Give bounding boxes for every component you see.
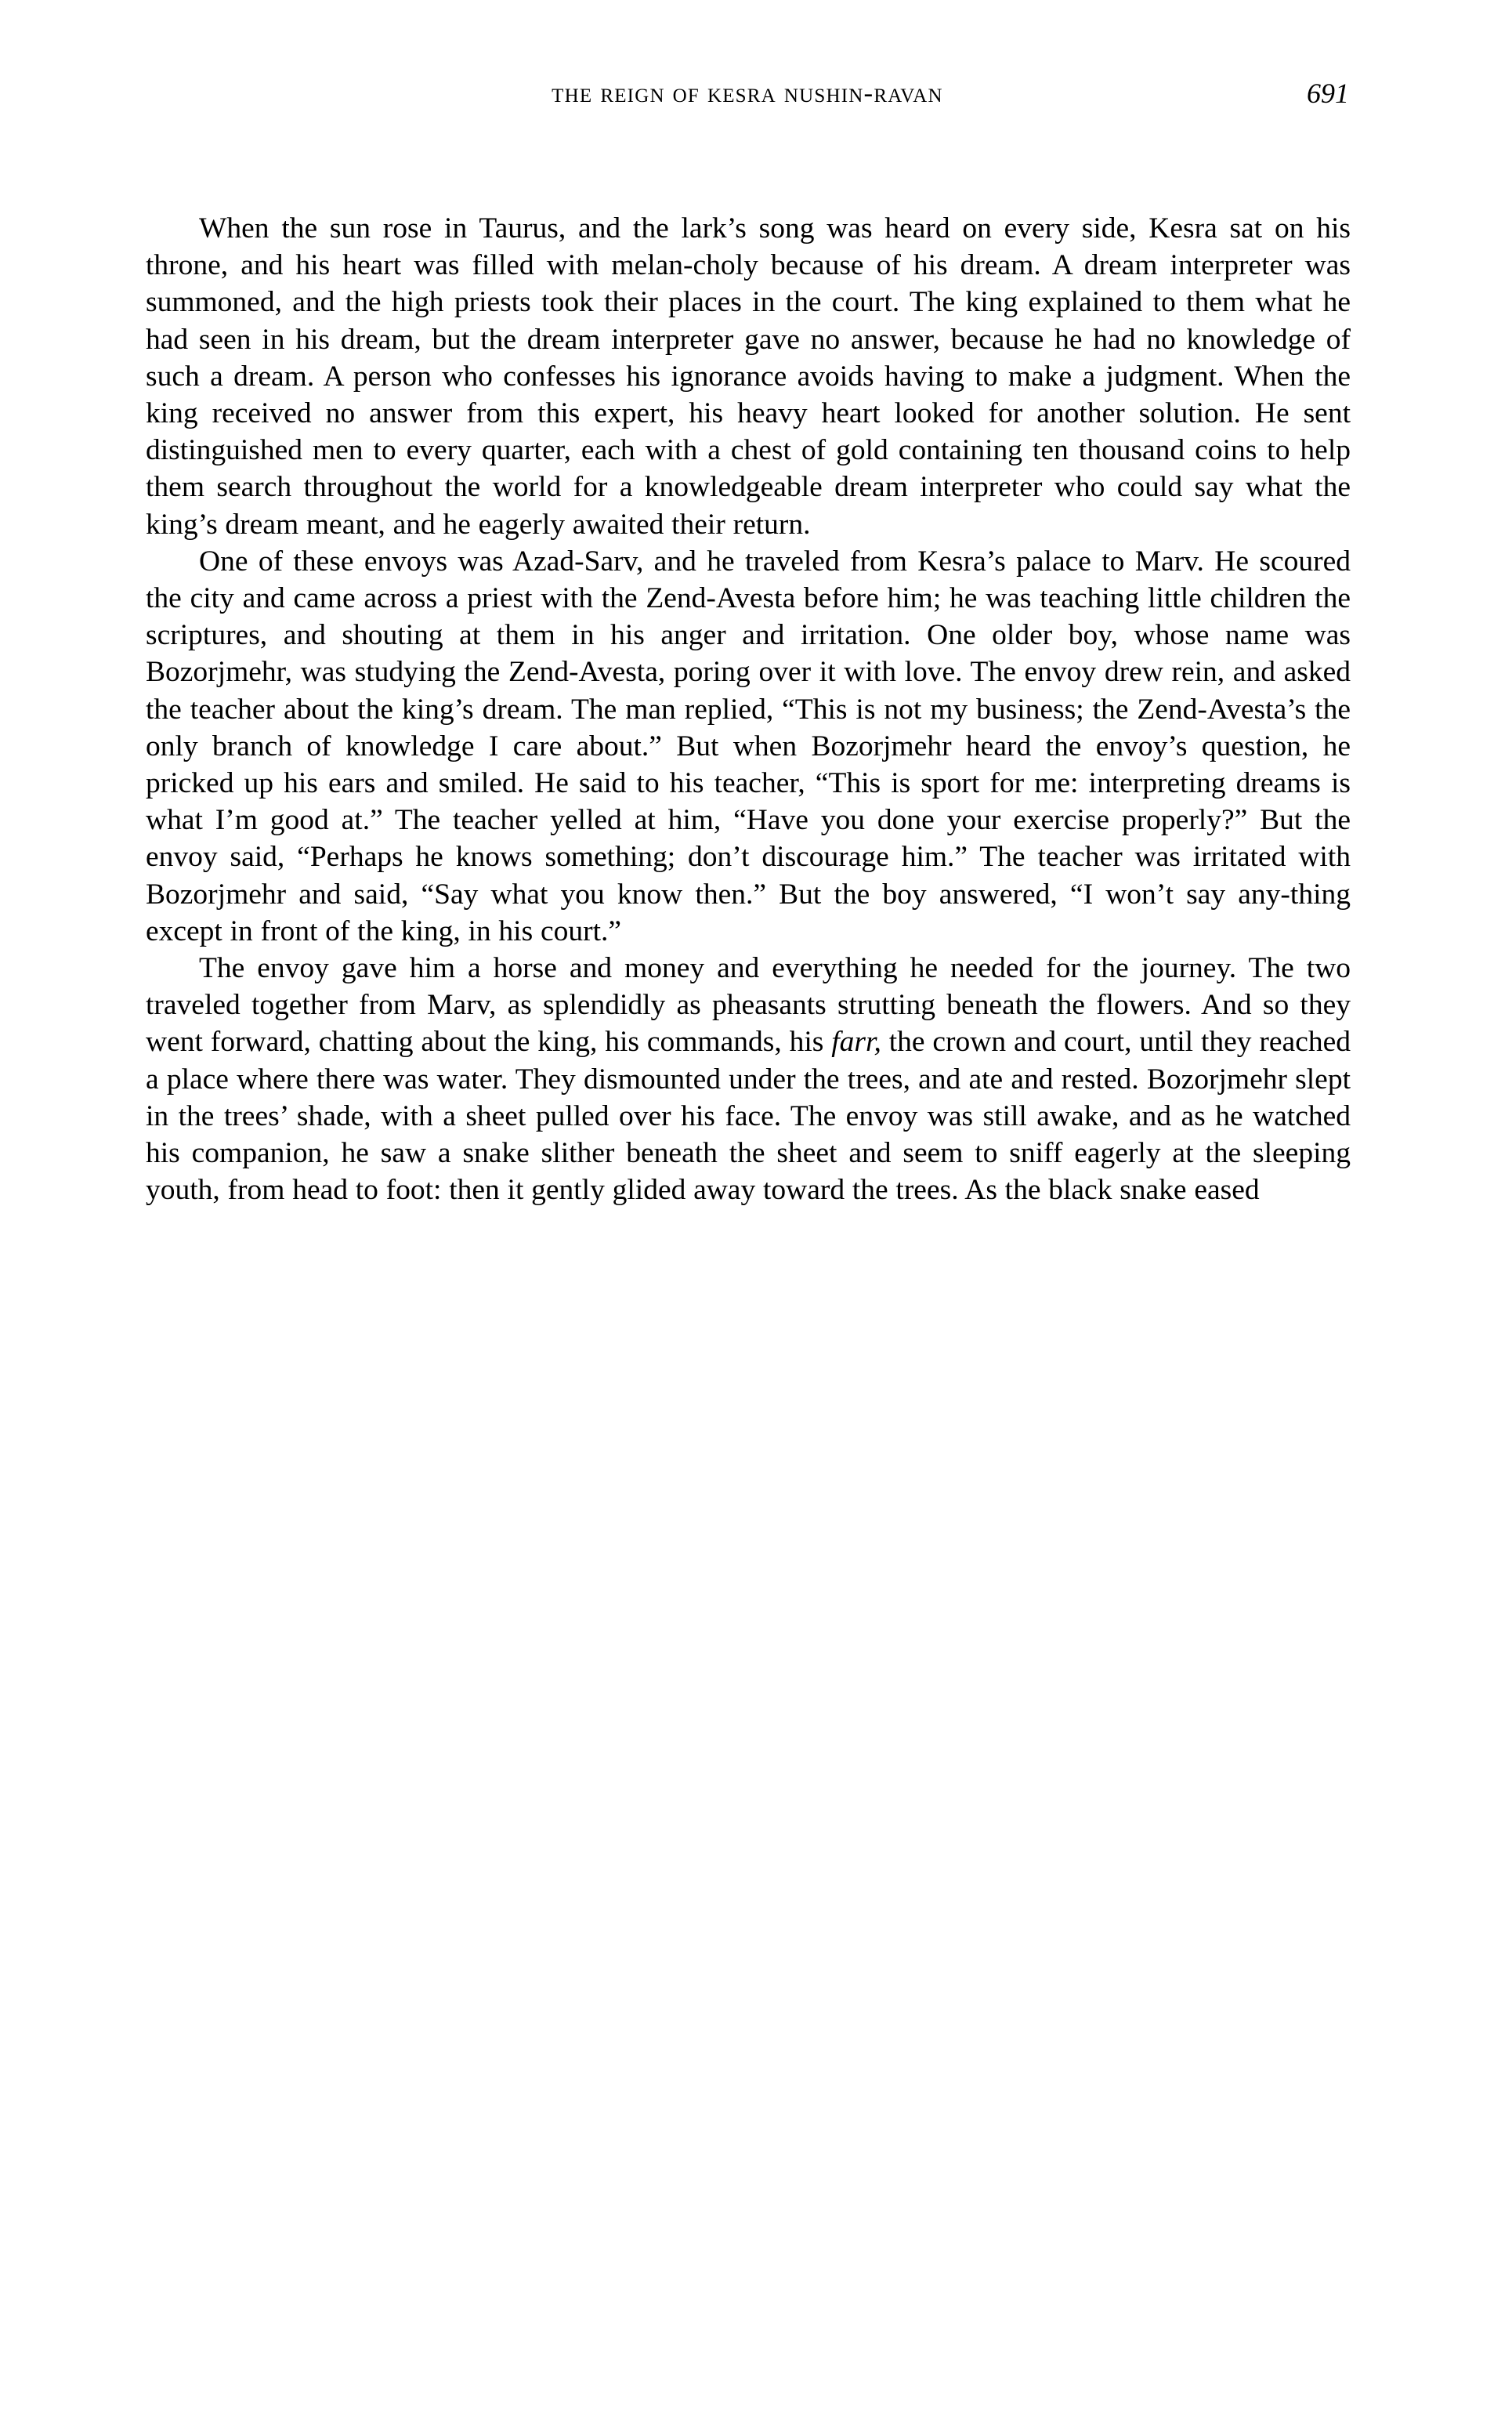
running-head <box>146 75 1349 122</box>
paragraph-3-segment-italic-farr: farr, <box>831 1026 881 1059</box>
paragraph-3-segment-roman-a: The envoy gave him a horse and money and everything he needed for the journey. The two traveled together from Marv, as splendidly as pheasants strutting beneath the flowers. And so they went forward, chatting about the king, his commands, his <box>146 952 1351 1059</box>
page-number: 691 <box>1307 78 1349 109</box>
paragraph-1: When the sun rose in Taurus, and the lark’s song was heard on every side, Kesra sat on his throne, and his heart was filled with melan‐choly because of his dream. A dream interpreter was summoned, and the high priests took their places in the court. The king explained to them what he had seen in his dream, but the dream interpreter gave no answer, because he had no knowledge of such a dream. A person who confesses his ignorance avoids having to make a judgment. When the king received no answer from this expert, his heavy heart looked for another solution. He sent distinguished men to every quarter, each with a chest of gold containing ten thousand coins to help them search throughout the world for a knowledgeable dream interpreter who could say what the king’s dream meant, and he eagerly awaited their return. <box>146 212 1351 541</box>
body-text-block <box>146 210 1351 1208</box>
paragraph-3 <box>146 950 1351 1208</box>
paragraph-2: One of these envoys was Azad-Sarv, and he traveled from Kesra’s palace to Marv. He scoured the city and came across a priest with the Zend-Avesta before him; he was teaching little children the scriptures, and shouting at them in his anger and irritation. One older boy, whose name was Bozorjmehr, was studying the Zend-Avesta, poring over it with love. The envoy drew rein, and asked the teacher about the king’s dream. The man replied, “This is not my business; the Zend-Avesta’s the only branch of knowledge I care about.” But when Bozorjmehr heard the envoy’s question, he pricked up his ears and smiled. He said to his teacher, “This is sport for me: interpreting dreams is what I’m good at.” The teacher yelled at him, “Have you done your exercise properly?” But the envoy said, “Perhaps he knows something; don’t discourage him.” The teacher was irritated with Bozorjmehr and said, “Say what you know then.” But the boy answered, “I won’t say any‐thing except in front of the king, in his court.” <box>146 545 1351 947</box>
paragraph-3-segment-roman-b: the crown and court, until they reached a place where there was water. They dismounted under the trees, and ate and rested. Bozorjmehr slept in the trees’ shade, with a sheet pulled over his face. The envoy was still awake, and as he watched his companion, he saw a snake slither beneath the sheet and seem to sniff eagerly at the sleeping youth, from head to foot: then it gently glided away toward the trees. As the black snake eased <box>146 1026 1351 1207</box>
running-head-title: the reign of kesra nushin-ravan <box>552 78 943 108</box>
